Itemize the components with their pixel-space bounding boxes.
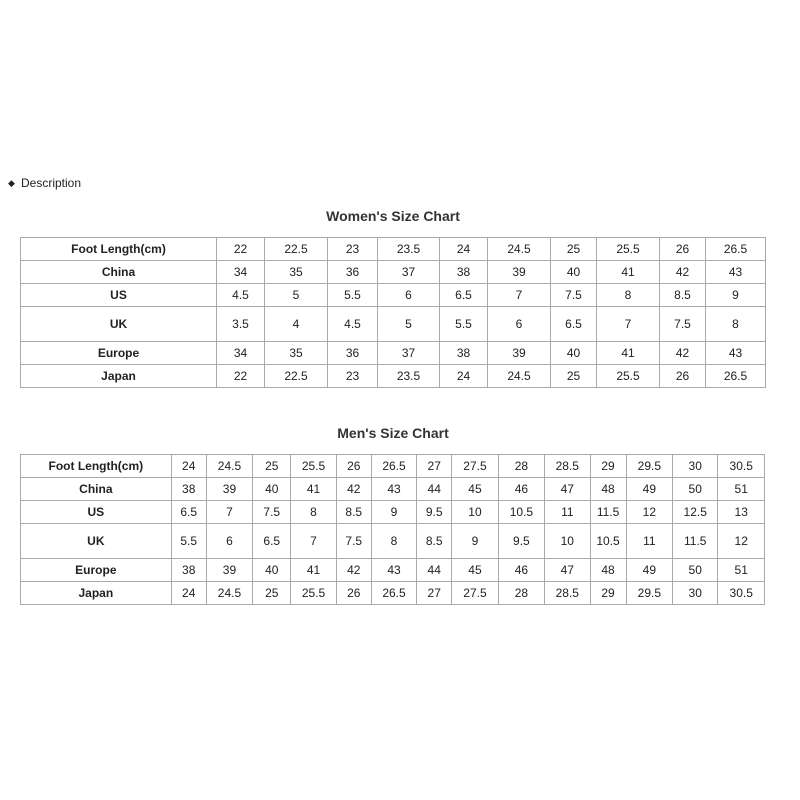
table-cell: 30.5 <box>718 582 765 605</box>
description-label: Description <box>21 176 82 190</box>
table-cell: 25.5 <box>597 238 660 261</box>
table-cell: 26 <box>336 582 371 605</box>
table-cell: 25 <box>551 238 597 261</box>
table-cell: 8 <box>291 501 336 524</box>
table-cell: 46 <box>498 559 544 582</box>
table-cell: 40 <box>551 342 597 365</box>
table-cell: 25 <box>253 582 291 605</box>
table-cell: 24.5 <box>488 238 551 261</box>
table-cell: 30 <box>673 455 718 478</box>
table-cell: 6.5 <box>253 524 291 559</box>
table-cell: 7 <box>206 501 252 524</box>
table-cell: 26.5 <box>706 365 766 388</box>
table-cell: 51 <box>718 559 765 582</box>
table-cell: 25 <box>551 365 597 388</box>
table-cell: 28.5 <box>545 455 590 478</box>
table-cell: 5.5 <box>171 524 206 559</box>
table-cell: 25.5 <box>291 582 336 605</box>
table-cell: 44 <box>417 559 452 582</box>
table-cell: 42 <box>336 559 371 582</box>
table-row-japan <box>21 365 766 388</box>
table-cell: 6.5 <box>440 284 488 307</box>
table-cell: 51 <box>718 478 765 501</box>
table-cell: 45 <box>452 559 498 582</box>
table-cell: 28 <box>498 455 544 478</box>
table-cell: 11.5 <box>673 524 718 559</box>
table-cell: 9 <box>452 524 498 559</box>
table-cell: 5.5 <box>328 284 378 307</box>
table-row-uk <box>21 307 766 342</box>
table-cell: 6 <box>378 284 440 307</box>
mens-size-table <box>20 454 765 605</box>
table-row-uk <box>21 524 765 559</box>
table-row-china <box>21 261 766 284</box>
table-cell: 24 <box>171 582 206 605</box>
bullet-icon: ◆ <box>8 177 15 188</box>
table-cell: 38 <box>171 559 206 582</box>
table-cell: 7.5 <box>551 284 597 307</box>
table-row-us <box>21 501 765 524</box>
table-cell: 5.5 <box>440 307 488 342</box>
table-cell: 41 <box>291 478 336 501</box>
table-cell: 27.5 <box>452 455 498 478</box>
table-cell: 24 <box>171 455 206 478</box>
table-cell: 10.5 <box>590 524 626 559</box>
table-cell: 30.5 <box>718 455 765 478</box>
table-row-foot-length-cm <box>21 455 765 478</box>
table-cell: 27.5 <box>452 582 498 605</box>
table-cell: 37 <box>378 342 440 365</box>
table-cell: 44 <box>417 478 452 501</box>
table-cell: 35 <box>265 342 328 365</box>
table-cell: 36 <box>328 342 378 365</box>
table-cell: 48 <box>590 478 626 501</box>
table-cell: 49 <box>626 559 672 582</box>
womens-chart-title: Women's Size Chart <box>326 208 460 224</box>
table-cell: 26 <box>336 455 371 478</box>
table-cell: 26.5 <box>371 455 416 478</box>
table-cell: 43 <box>371 478 416 501</box>
table-cell: 8 <box>597 284 660 307</box>
table-cell: 41 <box>597 261 660 284</box>
table-cell: 25.5 <box>597 365 660 388</box>
table-cell: 9 <box>371 501 416 524</box>
table-cell: 22 <box>217 365 265 388</box>
table-cell: 9.5 <box>498 524 544 559</box>
table-cell: 4.5 <box>328 307 378 342</box>
table-cell: 49 <box>626 478 672 501</box>
table-cell: 12.5 <box>673 501 718 524</box>
table-cell: 29.5 <box>626 455 672 478</box>
table-cell: 43 <box>706 342 766 365</box>
table-cell: 3.5 <box>217 307 265 342</box>
table-cell: 40 <box>253 559 291 582</box>
row-header: China <box>21 261 217 284</box>
table-cell: 22.5 <box>265 238 328 261</box>
table-cell: 29 <box>590 582 626 605</box>
table-cell: 28.5 <box>545 582 590 605</box>
table-cell: 7 <box>597 307 660 342</box>
table-cell: 10 <box>545 524 590 559</box>
table-cell: 42 <box>660 342 706 365</box>
table-cell: 41 <box>291 559 336 582</box>
row-header: Foot Length(cm) <box>21 238 217 261</box>
row-header: UK <box>21 307 217 342</box>
row-header: Europe <box>21 342 217 365</box>
table-cell: 42 <box>336 478 371 501</box>
table-cell: 9.5 <box>417 501 452 524</box>
table-row-europe <box>21 559 765 582</box>
table-cell: 13 <box>718 501 765 524</box>
table-cell: 12 <box>718 524 765 559</box>
table-cell: 25 <box>253 455 291 478</box>
table-cell: 34 <box>217 261 265 284</box>
table-cell: 38 <box>171 478 206 501</box>
table-cell: 23.5 <box>378 238 440 261</box>
table-cell: 25.5 <box>291 455 336 478</box>
table-cell: 40 <box>551 261 597 284</box>
table-cell: 7.5 <box>336 524 371 559</box>
table-cell: 23.5 <box>378 365 440 388</box>
row-header: Foot Length(cm) <box>21 455 172 478</box>
table-cell: 35 <box>265 261 328 284</box>
table-cell: 4.5 <box>217 284 265 307</box>
table-cell: 11.5 <box>590 501 626 524</box>
table-cell: 38 <box>440 342 488 365</box>
table-cell: 24.5 <box>488 365 551 388</box>
row-header: Japan <box>21 582 172 605</box>
row-header: Europe <box>21 559 172 582</box>
table-cell: 47 <box>545 559 590 582</box>
table-cell: 27 <box>417 582 452 605</box>
table-cell: 7.5 <box>660 307 706 342</box>
table-cell: 7 <box>488 284 551 307</box>
table-cell: 29.5 <box>626 582 672 605</box>
table-cell: 23 <box>328 365 378 388</box>
row-header: China <box>21 478 172 501</box>
table-cell: 8 <box>706 307 766 342</box>
table-cell: 36 <box>328 261 378 284</box>
table-cell: 26 <box>660 365 706 388</box>
table-cell: 22.5 <box>265 365 328 388</box>
table-cell: 24 <box>440 238 488 261</box>
table-row-foot-length-cm <box>21 238 766 261</box>
table-cell: 43 <box>706 261 766 284</box>
table-row-japan <box>21 582 765 605</box>
table-cell: 39 <box>206 478 252 501</box>
table-cell: 4 <box>265 307 328 342</box>
table-cell: 39 <box>488 261 551 284</box>
table-row-china <box>21 478 765 501</box>
table-row-europe <box>21 342 766 365</box>
table-cell: 40 <box>253 478 291 501</box>
table-cell: 7 <box>291 524 336 559</box>
table-cell: 11 <box>545 501 590 524</box>
table-cell: 30 <box>673 582 718 605</box>
table-cell: 41 <box>597 342 660 365</box>
table-cell: 24 <box>440 365 488 388</box>
row-header: UK <box>21 524 172 559</box>
table-cell: 43 <box>371 559 416 582</box>
table-cell: 46 <box>498 478 544 501</box>
table-cell: 6 <box>488 307 551 342</box>
table-cell: 7.5 <box>253 501 291 524</box>
table-cell: 8 <box>371 524 416 559</box>
table-cell: 22 <box>217 238 265 261</box>
table-cell: 48 <box>590 559 626 582</box>
table-cell: 6 <box>206 524 252 559</box>
mens-chart-title: Men's Size Chart <box>337 425 449 441</box>
table-cell: 10 <box>452 501 498 524</box>
womens-size-table <box>20 237 766 388</box>
table-cell: 42 <box>660 261 706 284</box>
table-cell: 47 <box>545 478 590 501</box>
table-cell: 8.5 <box>417 524 452 559</box>
table-cell: 39 <box>206 559 252 582</box>
table-cell: 23 <box>328 238 378 261</box>
table-cell: 11 <box>626 524 672 559</box>
table-cell: 5 <box>378 307 440 342</box>
table-cell: 29 <box>590 455 626 478</box>
table-cell: 6.5 <box>171 501 206 524</box>
table-cell: 24.5 <box>206 582 252 605</box>
table-cell: 9 <box>706 284 766 307</box>
table-row-us <box>21 284 766 307</box>
row-header: US <box>21 501 172 524</box>
table-cell: 27 <box>417 455 452 478</box>
table-cell: 26.5 <box>371 582 416 605</box>
table-cell: 39 <box>488 342 551 365</box>
table-cell: 6.5 <box>551 307 597 342</box>
table-cell: 34 <box>217 342 265 365</box>
description-item <box>8 176 81 190</box>
table-cell: 28 <box>498 582 544 605</box>
table-cell: 10.5 <box>498 501 544 524</box>
table-cell: 8.5 <box>660 284 706 307</box>
table-cell: 26 <box>660 238 706 261</box>
table-cell: 45 <box>452 478 498 501</box>
table-cell: 5 <box>265 284 328 307</box>
row-header: Japan <box>21 365 217 388</box>
table-cell: 37 <box>378 261 440 284</box>
table-cell: 50 <box>673 559 718 582</box>
row-header: US <box>21 284 217 307</box>
table-cell: 12 <box>626 501 672 524</box>
table-cell: 24.5 <box>206 455 252 478</box>
table-cell: 50 <box>673 478 718 501</box>
table-cell: 38 <box>440 261 488 284</box>
table-cell: 26.5 <box>706 238 766 261</box>
table-cell: 8.5 <box>336 501 371 524</box>
